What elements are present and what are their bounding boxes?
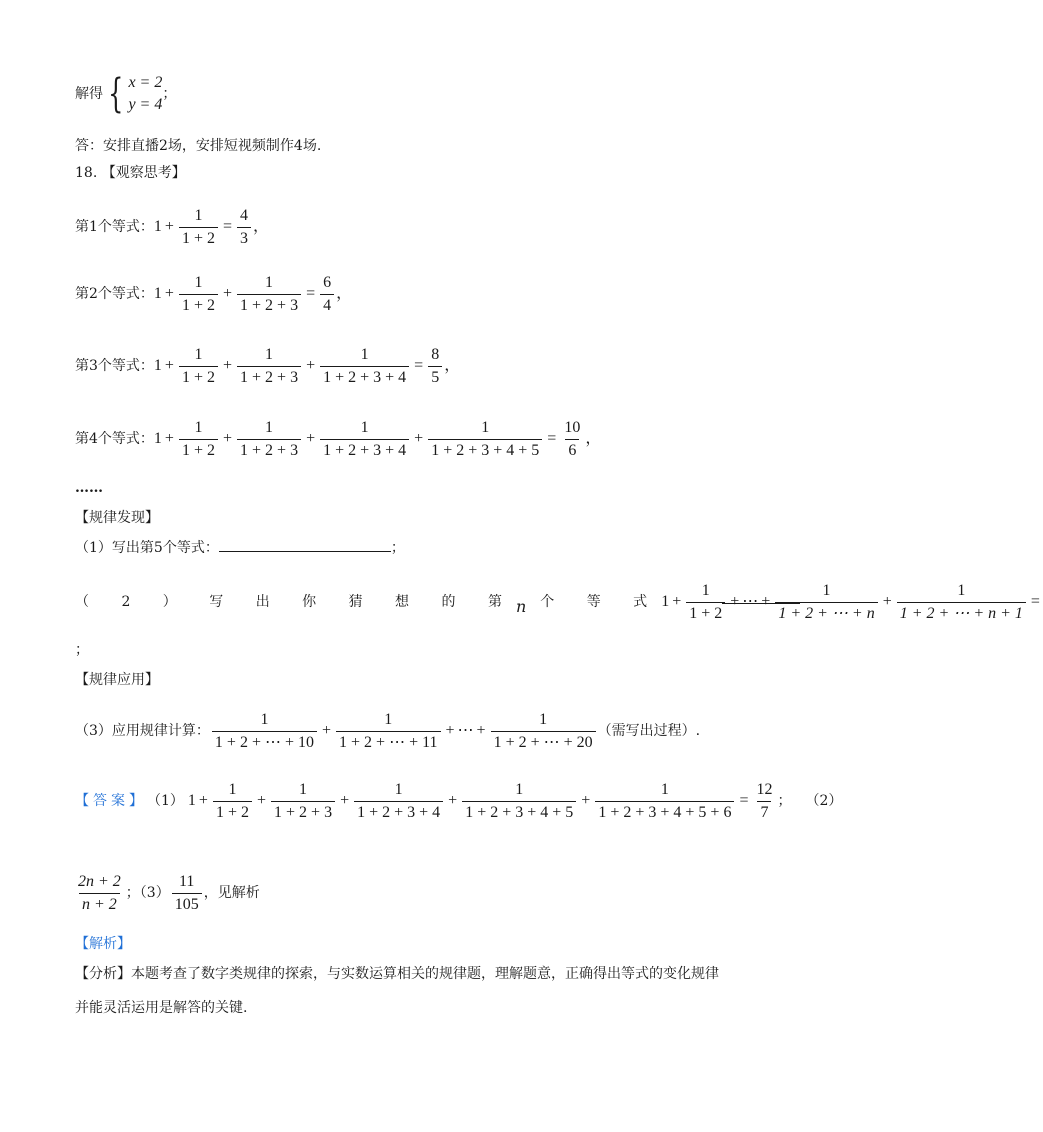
eq-label-3: 第3个等式： bbox=[75, 358, 154, 374]
part-2-prompt: （ 2 ） 写 出 你 猜 想 的 第 n 个 等 式 1 + $\frac{1}{1 + 2}$ + ⋯ + $\frac{1}{1 + 2 + \cdots + n}$ + $\frac{1}{1 + 2 + \cdots + n + 1}$ = bbox=[75, 581, 1040, 622]
solve-eq2: y = 4 bbox=[128, 96, 163, 113]
section-discover: 【规律发现】 bbox=[75, 510, 159, 526]
equation-system bbox=[128, 72, 162, 116]
analysis-line-2: 并能灵活运用是解答的关键. bbox=[75, 1000, 248, 1016]
answer-blank-1[interactable] bbox=[219, 551, 391, 552]
question-18-heading: 18. 【观察思考】 bbox=[75, 165, 186, 181]
solve-suffix: ； bbox=[162, 86, 177, 102]
analysis-line-1: 【分析】本题考查了数字类规律的探索，与实数运算相关的规律题，理解题意，正确得出等式的变化规律 bbox=[75, 966, 719, 982]
eq-label-2: 第2个等式： bbox=[75, 286, 154, 302]
answer-line-2: $\frac{2n + 2}{n + 2}$ ；（3） $\frac{11}{105}$ ，见解析 bbox=[78, 872, 260, 913]
solve-eq1: x = 2 bbox=[128, 74, 163, 91]
eq-label-1: 第1个等式： bbox=[75, 219, 154, 235]
equation-1: 第1个等式： 1 + $\frac{1}{1 + 2}$ = $\frac{4}{3}$ ， bbox=[75, 206, 270, 247]
eq-label-4: 第4个等式： bbox=[75, 431, 154, 447]
answer-tag: 【答案】 bbox=[75, 793, 147, 809]
ellipsis: …… bbox=[75, 480, 103, 496]
answer-blank-2[interactable] bbox=[722, 603, 800, 604]
answer-line-1: 【答案】 （1） 1 + $\frac{1}{1 + 2}$ + $\frac{1}{1 + 2 + 3}$ + $\frac{1}{1 + 2 + 3 + 4}$ + $\frac{1}{1 + 2 + 3 + 4 + 5}$ + $\frac{1}{1 + 2 + 3 + 4 + 5 + 6}$ = $\frac{12}{7}$ ； （2） bbox=[75, 780, 843, 821]
equation-2: 第2个等式： 1 + $\frac{1}{1 + 2}$ + $\frac{1}{1 + 2 + 3}$ = $\frac{6}{4}$ ， bbox=[75, 273, 353, 314]
equation-3: 第3个等式： 1 + $\frac{1}{1 + 2}$ + $\frac{1}{1 + 2 + 3}$ + $\frac{1}{1 + 2 + 3 + 4}$ = $\frac{8}{5}$ ， bbox=[75, 345, 461, 386]
solve-line bbox=[75, 70, 176, 118]
part-1-prompt: （1）写出第5个等式： ； bbox=[75, 540, 405, 556]
brace-symbol: { bbox=[108, 71, 124, 117]
part-3-prompt: （3）应用规律计算： $\frac{1}{1 + 2 + \cdots + 10}$ + $\frac{1}{1 + 2 + \cdots + 11}$ + ⋯ + $\frac{1}{1 + 2 + \cdots + 20}$ （需写出过程）. bbox=[75, 710, 701, 751]
answer-statement: 答：安排直播2场，安排短视频制作4场. bbox=[75, 138, 322, 154]
part-2-end: ； bbox=[75, 642, 89, 658]
equation-4: 第4个等式： 1 + $\frac{1}{1 + 2}$ + $\frac{1}{1 + 2 + 3}$ + $\frac{1}{1 + 2 + 3 + 4}$ + $\frac{1}{1 + 2 + 3 + 4 + 5}$ = $\frac{10}{6}$ ， bbox=[75, 418, 602, 459]
solve-prefix: 解得 bbox=[75, 86, 103, 102]
section-apply: 【规律应用】 bbox=[75, 672, 159, 688]
analysis-tag: 【解析】 bbox=[75, 936, 131, 952]
